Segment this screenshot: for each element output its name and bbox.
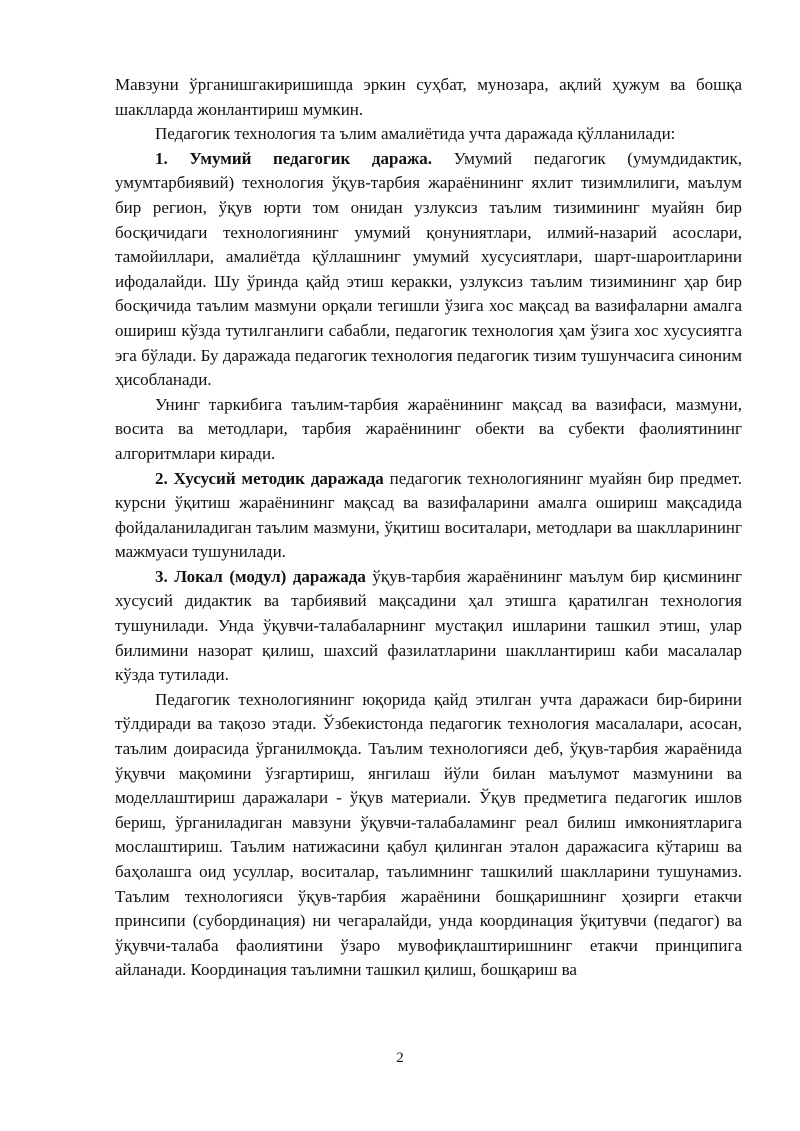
paragraph-general-level bbox=[115, 147, 742, 393]
paragraph-text: Педагогик технология та ълим амалиётида учта даражада қўлланилади: bbox=[155, 124, 676, 144]
paragraph-text: Унинг таркибига таълим-тарбия жараёнининг мақсад ва вазифаси, мазмуни, восита ва методлари, тарбия жараёнининг обекти ва субекти фаолиятининг алгоритмлари киради. bbox=[115, 394, 742, 463]
paragraph-intro bbox=[115, 73, 742, 122]
paragraph-local-module-level bbox=[115, 565, 742, 688]
document-body bbox=[115, 73, 742, 983]
paragraph-private-method-level bbox=[115, 467, 742, 565]
paragraph-composition bbox=[115, 393, 742, 467]
paragraph-conclusion bbox=[115, 688, 742, 983]
paragraph-text: ўқув-тарбия жараёнининг маълум бир қисмининг хусусий дидактик ва тарбиявий мақсадини ҳал этишга қаратилган технология тушунилади. Унда ўқувчи-талабаларнинг мустақил ишларини ташкил этиш, улар билимини назорат қилиш, шахсий фазилатларини шакллантириш каби масалалар кўзда тутилади. bbox=[115, 566, 742, 685]
paragraph-text: Педагогик технологиянинг юқорида қайд этилган учта даражаси бир-бирини тўлдиради ва тақозо этади. Ўзбекистонда педагогик технология масалалари, асосан, таълим доирасида ўрганилмоқда. Таълим технологияси деб, ўқув-тарбия жараёнида ўқувчи мақомини ўзгартириш, янгилаш йўли билан маълумот мазмунини ва моделлаштириш даражалари - ўқув материали. Ўқув предметига педагогик ишлов бериш, ўрганиладиган мавзуни ўқувчи-талабаламинг реал билиш имкониятларига мослаштириш. Таълим натижасини қабул қилинган эталон даражасига кўтариш ва баҳолашга оид усуллар, воситалар, таълимнинг ташкилий шаклларини тушунамиз. Таълим технологияси ўқув-тарбия жараёнини бошқаришнинг ҳозирги етакчи принсипи (субординация) ни чегаралайди, унда координация ўқитувчи (педагог) ва ўқувчи-талаба фаолиятини ўзаро мувофиқлаштиришнинг етакчи принципига айланади. Координация таълимни ташкил қилиш, бошқариш ва bbox=[115, 689, 742, 980]
paragraph-levels-intro bbox=[115, 122, 742, 147]
section-heading: 2. Хусусий методик даражада bbox=[155, 468, 384, 488]
section-heading: 3. Локал (модул) даражада bbox=[155, 566, 366, 586]
page-number: 2 bbox=[396, 1050, 404, 1066]
paragraph-text: Умумий педагогик (умумдидактик, умумтарбиявий) технология ўқув-тарбия жараёнининг яхлит тизимлилиги, маълум бир регион, ўқув юрти том онидан узлуксиз таълим тизимининг муайян бир босқичидаги технологиянинг умумий қонуниятлари, илмий-назарий асослари, тамойиллари, амалиётда қўллашнинг умумий хусусиятлари, шарт-шароитларини ифодалайди. Шу ўринда қайд этиш керакки, узлуксиз таълим тизимининг ҳар бир босқичида таълим мазмуни орқали тегишли ўзига хос мақсад ва вазифаларни амалга ошириш кўзда тутилганлиги сабабли, педагогик технология ҳам ўзига хос хусусиятга эга бўлади. Бу даражада педагогик технология педагогик тизим тушунчасига синоним ҳисобланади. bbox=[115, 148, 743, 390]
section-heading: 1. Умумий педагогик даража. bbox=[155, 148, 433, 168]
paragraph-text: педагогик технологиянинг муайян бир предмет. курсни ўқитиш жараёнининг мақсад ва вазифаларини амалга ошириш мақсадида фойдаланиладиган таълим мазмуни, ўқитиш воситалари, методлари ва шаклларининг мажмуаси тушунилади. bbox=[115, 468, 742, 562]
paragraph-text: Мавзуни ўрганишгакиришишда эркин суҳбат, мунозара, ақлий ҳужум ва бошқа шаклларда жонлантириш мумкин. bbox=[115, 75, 742, 119]
